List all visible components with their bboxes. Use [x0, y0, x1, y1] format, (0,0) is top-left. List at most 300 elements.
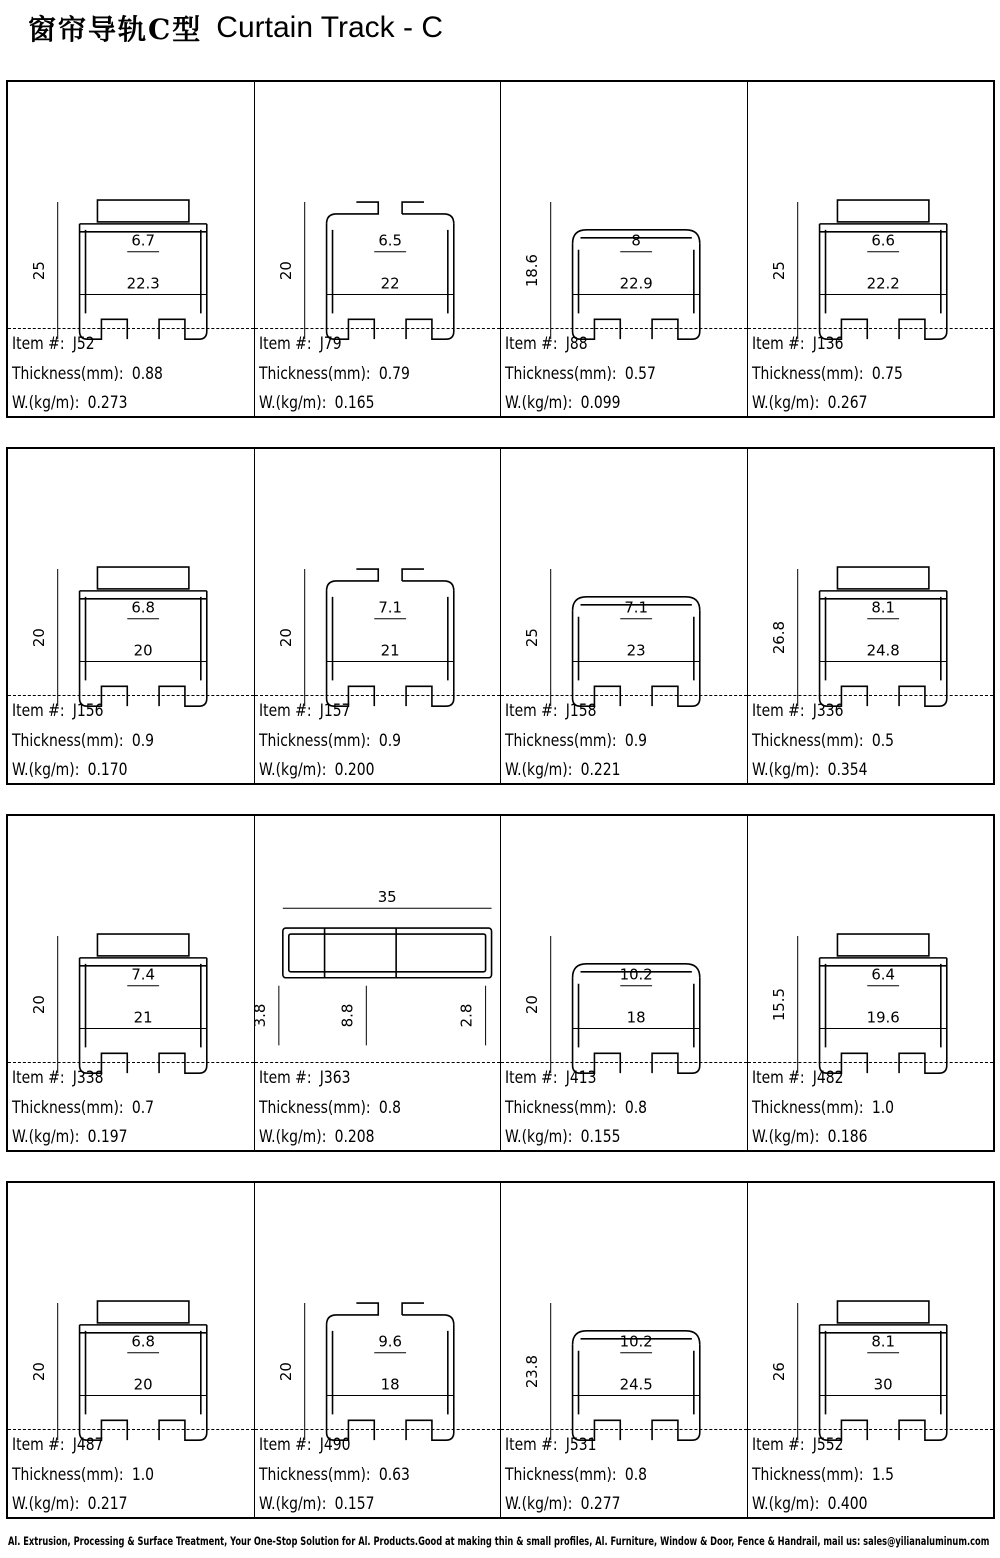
dimension-width-label: 20: [133, 1375, 153, 1394]
dimension-height: [30, 1303, 58, 1440]
profile-drawing: [819, 567, 946, 706]
item-number-label: Item #:: [505, 334, 558, 354]
weight-value: 0.165: [334, 393, 375, 413]
item-number-label: Item #:: [12, 334, 65, 354]
item-number-value: J490: [319, 1435, 350, 1455]
dimension-height: [276, 1303, 304, 1440]
item-number-label: Item #:: [505, 1068, 558, 1088]
spec-block: [259, 330, 410, 419]
item-number-label: Item #:: [751, 701, 805, 721]
profile-drawing: [80, 567, 207, 706]
item-number-value: J88: [565, 334, 588, 354]
dimension-height-label: 25: [522, 628, 541, 648]
weight-label: W.(kg/m):: [505, 393, 573, 413]
spec-block: [752, 1064, 894, 1153]
weight-label: W.(kg/m):: [505, 1494, 573, 1514]
thickness-label: Thickness(mm):: [258, 363, 371, 384]
dimension-height: [523, 936, 551, 1073]
item-number-value: J336: [812, 701, 843, 721]
divider: [255, 695, 501, 696]
page-title: [28, 8, 443, 48]
dimension-width-label: 19.6: [866, 1008, 900, 1027]
weight-value: 0.208: [334, 1127, 375, 1147]
thickness-label: Thickness(mm):: [258, 730, 371, 751]
dimension-slot-label: 9.6: [377, 1332, 402, 1351]
profile-drawing: [282, 928, 491, 978]
thickness-label: Thickness(mm):: [505, 1097, 617, 1118]
weight-value: 0.400: [827, 1494, 868, 1514]
dimension-width: [819, 274, 946, 294]
dimension-height: [769, 936, 797, 1073]
divider: [501, 328, 747, 329]
dimension-slot: [620, 232, 652, 252]
divider: [255, 1062, 501, 1063]
dimension-width-label: 21: [380, 641, 400, 660]
thickness-row: [505, 360, 656, 390]
profile-drawing: [819, 1301, 946, 1440]
thickness-label: Thickness(mm):: [751, 1464, 864, 1485]
thickness-value: 0.9: [378, 730, 401, 751]
thickness-label: Thickness(mm):: [751, 363, 864, 384]
weight-label: W.(kg/m):: [12, 1494, 80, 1514]
dimension-slot: [374, 232, 406, 252]
divider: [748, 695, 994, 696]
thickness-value: 0.9: [624, 730, 648, 751]
thickness-value: 0.63: [378, 1464, 410, 1485]
dimension-slot: [127, 599, 159, 619]
product-card-j490: [255, 1183, 502, 1517]
thickness-label: Thickness(mm):: [258, 1097, 371, 1118]
product-card-j338: [8, 816, 255, 1150]
item-number-row: [259, 697, 401, 727]
profile-diagram: [255, 82, 501, 329]
profile-diagram: [748, 82, 994, 329]
title-english: Curtain Track - C: [216, 11, 444, 44]
thickness-row: [12, 1461, 154, 1491]
dimension-width: [80, 274, 207, 294]
dimension-height-label: 26: [769, 1362, 788, 1382]
product-card-j336: [748, 449, 994, 783]
thickness-value: 0.5: [871, 730, 894, 751]
divider: [748, 328, 994, 329]
thickness-value: 0.88: [131, 363, 163, 384]
dimension-height: [276, 569, 304, 706]
item-number-value: J52: [72, 334, 95, 354]
dimension-width-label: 18: [380, 1375, 400, 1394]
item-number-value: J363: [319, 1068, 350, 1088]
weight-label: W.(kg/m):: [751, 760, 819, 780]
dimension-slot-label: 7.1: [377, 598, 402, 617]
item-number-value: J136: [812, 334, 843, 354]
weight-value: 0.267: [827, 393, 868, 413]
thickness-value: 0.75: [871, 363, 903, 384]
weight-row: [752, 1490, 894, 1520]
dimension-slot-label: 6.7: [131, 231, 156, 250]
product-card-j482: [748, 816, 994, 1150]
dimension-width-label: 20: [133, 641, 153, 660]
dimension-slot: [338, 986, 366, 1046]
dimension-height: [523, 202, 551, 339]
item-number-value: J79: [319, 334, 342, 354]
weight-value: 0.186: [827, 1127, 868, 1147]
weight-row: [259, 756, 401, 786]
thickness-row: [752, 727, 894, 757]
weight-label: W.(kg/m):: [258, 393, 326, 413]
thickness-row: [259, 1461, 410, 1491]
dimension-width: [573, 1375, 700, 1395]
product-card-j158: [501, 449, 748, 783]
weight-value: 0.200: [334, 760, 375, 780]
product-card-j531: [501, 1183, 748, 1517]
thickness-value: 1.5: [871, 1464, 894, 1485]
item-number-row: [259, 1064, 401, 1094]
dimension-width-label: 21: [133, 1008, 153, 1027]
weight-label: W.(kg/m):: [258, 760, 326, 780]
weight-row: [12, 389, 163, 419]
product-card-j552: [748, 1183, 994, 1517]
weight-value: 0.197: [87, 1127, 128, 1147]
dimension-height-label: 20: [29, 1362, 48, 1382]
item-number-label: Item #:: [751, 334, 805, 354]
thickness-row: [505, 1094, 647, 1124]
divider: [501, 1429, 747, 1430]
dimension-slot: [127, 1333, 159, 1353]
dimension-slot-label: 8.1: [870, 1332, 895, 1351]
dimension-width-label: 30: [873, 1375, 893, 1394]
weight-value: 0.277: [580, 1494, 621, 1514]
dimension-height-label: 20: [276, 261, 295, 281]
weight-label: W.(kg/m):: [12, 393, 80, 413]
dimension-slot-label: 7.4: [131, 965, 156, 984]
spec-block: [752, 1431, 894, 1520]
product-row: [6, 80, 995, 418]
dimension-slot: [867, 1333, 899, 1353]
thickness-value: 0.9: [131, 730, 155, 751]
dimension-height-label: 3.8: [250, 1003, 269, 1028]
dimension-height: [250, 986, 278, 1046]
product-card-j363: [250, 816, 502, 1150]
dimension-height-label: 25: [769, 261, 788, 281]
weight-label: W.(kg/m):: [751, 1494, 819, 1514]
profile-diagram: [501, 1183, 747, 1430]
thickness-label: Thickness(mm):: [505, 730, 617, 751]
dimension-width: [326, 1375, 453, 1395]
dimension-slot-label: 6.6: [870, 231, 895, 250]
dimension-height: [769, 202, 797, 339]
dimension-width: [573, 641, 700, 661]
item-number-value: J338: [72, 1068, 104, 1088]
dimension-width: [326, 274, 453, 294]
title-chinese: 窗帘导轨C型: [28, 13, 203, 46]
thickness-row: [752, 1094, 894, 1124]
weight-value: 0.221: [580, 760, 621, 780]
profile-diagram: [255, 449, 501, 696]
divider: [255, 1429, 501, 1430]
dimension-width: [326, 641, 453, 661]
spec-block: [752, 330, 903, 419]
dimension-slot-label: 6.8: [131, 598, 156, 617]
dimension-extra-label: 2.8: [457, 1003, 476, 1028]
weight-value: 0.099: [580, 393, 621, 413]
thickness-value: 0.8: [624, 1464, 648, 1485]
dimension-height: [769, 569, 797, 706]
weight-row: [259, 389, 410, 419]
product-card-j413: [501, 816, 748, 1150]
dimension-slot: [374, 599, 406, 619]
dimension-slot-label: 8.8: [337, 1003, 356, 1028]
dimension-slot: [127, 966, 159, 986]
dimension-slot-label: 10.2: [619, 965, 653, 984]
thickness-value: 0.8: [378, 1097, 401, 1118]
dimension-slot-label: 8: [631, 231, 641, 250]
divider: [501, 695, 747, 696]
item-number-row: [505, 330, 656, 360]
dimension-width-label: 23: [626, 641, 646, 660]
weight-label: W.(kg/m):: [258, 1127, 326, 1147]
profile-drawing: [819, 934, 946, 1073]
weight-row: [259, 1123, 401, 1153]
thickness-row: [12, 727, 154, 757]
thickness-row: [752, 1461, 894, 1491]
weight-row: [752, 389, 903, 419]
spec-block: [12, 1431, 154, 1520]
thickness-row: [259, 1094, 401, 1124]
dimension-height: [276, 202, 304, 339]
profile-drawing: [80, 200, 207, 339]
dimension-slot-label: 8.1: [870, 598, 895, 617]
profile-diagram: [748, 1183, 994, 1430]
weight-row: [752, 1123, 894, 1153]
item-number-row: [505, 697, 647, 727]
footer-text: Al. Extrusion, Processing & Surface Treatment, Your One-Stop Solution for Al. Products.Good at making thin & small profiles, Al. Furniture, Window & Door, Fence & Handrail, mail us: sales@yilianaluminum.com: [8, 1534, 990, 1548]
dimension-height-label: 25: [29, 261, 48, 281]
dimension-width-label: 22.3: [126, 274, 160, 293]
dimension-slot-label: 10.2: [619, 1332, 653, 1351]
spec-block: [12, 330, 163, 419]
weight-value: 0.217: [87, 1494, 128, 1514]
profile-diagram: [501, 449, 747, 696]
item-number-label: Item #:: [751, 1068, 805, 1088]
item-number-value: J413: [565, 1068, 597, 1088]
weight-value: 0.354: [827, 760, 868, 780]
weight-value: 0.170: [87, 760, 128, 780]
thickness-row: [505, 1461, 647, 1491]
product-card-j52: [8, 82, 255, 416]
dimension-width: [80, 1008, 207, 1028]
weight-label: W.(kg/m):: [505, 1127, 573, 1147]
profile-diagram: [748, 816, 994, 1063]
dimension-height: [30, 569, 58, 706]
divider: [8, 328, 254, 329]
weight-row: [12, 756, 154, 786]
thickness-label: Thickness(mm):: [505, 1464, 617, 1485]
spec-block: [12, 1064, 154, 1153]
dimension-height-label: 20: [276, 628, 295, 648]
item-number-row: [752, 697, 894, 727]
dimension-slot-label: 6.8: [131, 1332, 156, 1351]
item-number-label: Item #:: [258, 1435, 312, 1455]
dimension-width-label: 22: [380, 274, 400, 293]
thickness-value: 0.7: [131, 1097, 155, 1118]
thickness-row: [505, 727, 647, 757]
weight-label: W.(kg/m):: [751, 1127, 819, 1147]
weight-value: 0.273: [87, 393, 128, 413]
thickness-label: Thickness(mm):: [751, 730, 864, 751]
dimension-width: [819, 1375, 946, 1395]
dimension-width-label: 35: [377, 888, 397, 907]
dimension-width: [80, 1375, 207, 1395]
dimension-height-label: 18.6: [522, 254, 541, 288]
dimension-height: [30, 936, 58, 1073]
thickness-value: 0.8: [624, 1097, 648, 1118]
dimension-slot: [867, 966, 899, 986]
profile-drawing: [80, 1301, 207, 1440]
product-card-j79: [255, 82, 502, 416]
item-number-row: [505, 1431, 647, 1461]
dimension-width: [573, 1008, 700, 1028]
dimension-height-label: 20: [276, 1362, 295, 1382]
divider: [8, 1429, 254, 1430]
weight-label: W.(kg/m):: [12, 1127, 80, 1147]
dimension-width: [819, 641, 946, 661]
spec-block: [259, 697, 401, 786]
profile-diagram: [8, 1183, 254, 1430]
dimension-slot: [620, 966, 653, 986]
weight-label: W.(kg/m):: [751, 393, 819, 413]
dimension-height-label: 20: [29, 628, 48, 648]
weight-row: [752, 756, 894, 786]
product-row: [6, 814, 995, 1152]
product-row: [6, 1181, 995, 1519]
item-number-value: J552: [812, 1435, 843, 1455]
weight-row: [505, 1490, 647, 1520]
product-card-j136: [748, 82, 994, 416]
item-number-value: J157: [319, 701, 350, 721]
thickness-value: 1.0: [871, 1097, 894, 1118]
spec-block: [12, 697, 154, 786]
profile-diagram: [748, 449, 994, 696]
profile-drawing: [819, 200, 946, 339]
item-number-value: J158: [565, 701, 597, 721]
thickness-label: Thickness(mm):: [505, 363, 617, 384]
dimension-slot: [620, 599, 652, 619]
thickness-label: Thickness(mm):: [751, 1097, 864, 1118]
weight-row: [505, 756, 647, 786]
dimension-slot: [374, 1333, 406, 1353]
dimension-width: [80, 641, 207, 661]
item-number-row: [752, 1064, 894, 1094]
item-number-row: [12, 330, 163, 360]
dimension-width-label: 24.5: [619, 1375, 653, 1394]
product-card-j157: [255, 449, 502, 783]
item-number-value: J487: [72, 1435, 104, 1455]
thickness-row: [259, 360, 410, 390]
divider: [255, 328, 501, 329]
item-number-row: [12, 697, 154, 727]
item-number-label: Item #:: [258, 701, 312, 721]
divider: [8, 695, 254, 696]
dimension-width-label: 24.8: [866, 641, 900, 660]
spec-block: [505, 1431, 647, 1520]
dimension-width: [573, 274, 700, 294]
weight-label: W.(kg/m):: [12, 760, 80, 780]
divider: [748, 1062, 994, 1063]
item-number-row: [752, 1431, 894, 1461]
dimension-height: [30, 202, 58, 339]
spec-block: [259, 1431, 410, 1520]
item-number-label: Item #:: [505, 701, 558, 721]
product-card-j88: [501, 82, 748, 416]
dimension-width: [819, 1008, 946, 1028]
dimension-height: [523, 569, 551, 706]
thickness-row: [752, 360, 903, 390]
profile-drawing: [326, 1303, 453, 1440]
thickness-label: Thickness(mm):: [12, 363, 124, 384]
dimension-height-label: 20: [29, 995, 48, 1015]
weight-value: 0.157: [334, 1494, 375, 1514]
dimension-width-label: 22.2: [866, 274, 900, 293]
profile-diagram: [250, 816, 501, 1063]
item-number-label: Item #:: [12, 1068, 65, 1088]
weight-row: [12, 1490, 154, 1520]
divider: [8, 1062, 254, 1063]
dimension-slot: [127, 232, 159, 252]
dimension-height: [769, 1303, 797, 1440]
dimension-width: [282, 888, 491, 908]
item-number-label: Item #:: [751, 1435, 805, 1455]
weight-row: [259, 1490, 410, 1520]
item-number-row: [259, 330, 410, 360]
dimension-width-label: 22.9: [619, 274, 653, 293]
weight-label: W.(kg/m):: [505, 760, 573, 780]
thickness-row: [12, 360, 163, 390]
divider: [748, 1429, 994, 1430]
dimension-slot: [867, 599, 899, 619]
thickness-label: Thickness(mm):: [12, 730, 124, 751]
spec-block: [505, 697, 647, 786]
thickness-value: 1.0: [131, 1464, 155, 1485]
profile-diagram: [8, 82, 254, 329]
profile-drawing: [80, 934, 207, 1073]
item-number-label: Item #:: [505, 1435, 558, 1455]
dimension-slot-label: 6.4: [870, 965, 895, 984]
divider: [501, 1062, 747, 1063]
item-number-label: Item #:: [258, 334, 312, 354]
thickness-row: [259, 727, 401, 757]
item-number-row: [259, 1431, 410, 1461]
dimension-height-label: 15.5: [769, 988, 788, 1022]
thickness-row: [12, 1094, 154, 1124]
item-number-row: [12, 1431, 154, 1461]
item-number-row: [752, 330, 903, 360]
profile-diagram: [8, 449, 254, 696]
dimension-width-label: 18: [626, 1008, 646, 1027]
weight-row: [12, 1123, 154, 1153]
item-number-row: [505, 1064, 647, 1094]
profile-diagram: [255, 1183, 501, 1430]
dimension-extra: [457, 986, 485, 1046]
profile-diagram: [501, 816, 747, 1063]
thickness-label: Thickness(mm):: [258, 1464, 371, 1485]
dimension-slot: [620, 1333, 653, 1353]
dimension-height: [523, 1303, 551, 1440]
profile-drawing: [326, 569, 453, 706]
profile-drawing: [326, 202, 453, 339]
thickness-value: 0.79: [378, 363, 410, 384]
product-row: [6, 447, 995, 785]
dimension-height-label: 20: [522, 995, 541, 1015]
weight-value: 0.155: [580, 1127, 621, 1147]
